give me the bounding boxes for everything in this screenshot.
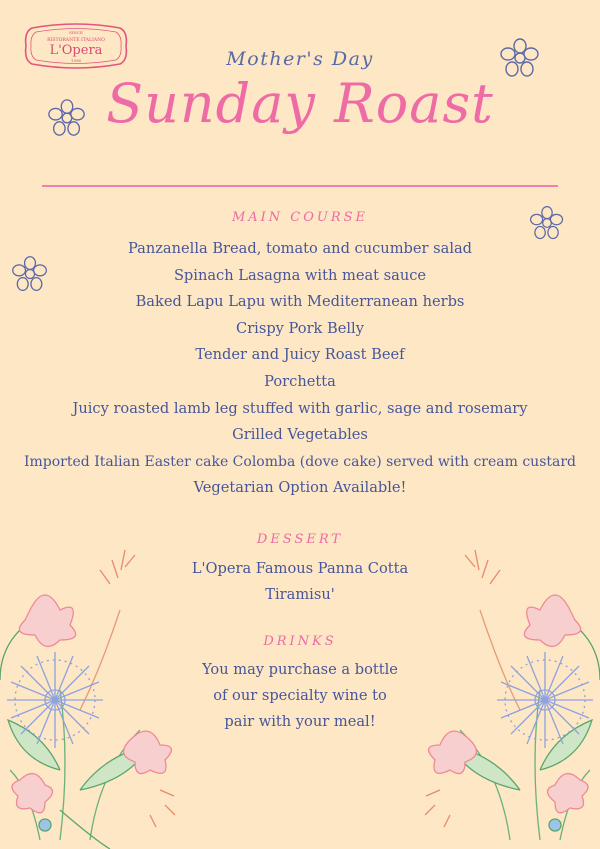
list-item: Imported Italian Easter cake Colomba (dove cake) served with cream custard [23, 453, 577, 470]
menu-subtitle: Mother's Day [226, 48, 374, 70]
drinks-heading: DRINKS [263, 634, 337, 649]
main-course-heading: MAIN COURSE [231, 210, 369, 225]
svg-text:SINCE: SINCE [69, 30, 83, 35]
list-item: Vegetarian Option Available! [193, 479, 407, 497]
list-item: Spinach Lasagna with meat sauce [173, 266, 427, 284]
list-item: Baked Lapu Lapu with Mediterranean herbs [135, 293, 465, 311]
list-item: Tiramisu' [265, 586, 335, 603]
list-item: You may purchase a bottle [202, 661, 398, 678]
main-course-list [0, 236, 600, 502]
list-item: L'Opera Famous Panna Cotta [191, 560, 409, 577]
list-item: Panzanella Bread, tomato and cucumber salad [127, 240, 473, 257]
list-item: Grilled Vegetables [232, 426, 368, 444]
list-item: Tender and Juicy Roast Beef [195, 346, 405, 364]
list-item: Porchetta [264, 372, 336, 390]
svg-text:L'Opera: L'Opera [49, 43, 103, 58]
menu-title: Sunday Roast [106, 72, 494, 135]
dessert-list [0, 556, 600, 608]
list-item: Juicy roasted lamb leg stuffed with garlic, sage and rosemary [72, 399, 528, 417]
dessert-heading: DESSERT [256, 532, 344, 547]
divider [42, 185, 558, 187]
svg-text:1996: 1996 [70, 58, 82, 63]
svg-text:RISTORANTE ITALIANO: RISTORANTE ITALIANO [47, 38, 105, 43]
drinks-list [0, 657, 600, 735]
list-item: of our specialty wine to [213, 687, 387, 704]
list-item: pair with your meal! [224, 713, 376, 730]
list-item: Crispy Pork Belly [236, 319, 364, 337]
